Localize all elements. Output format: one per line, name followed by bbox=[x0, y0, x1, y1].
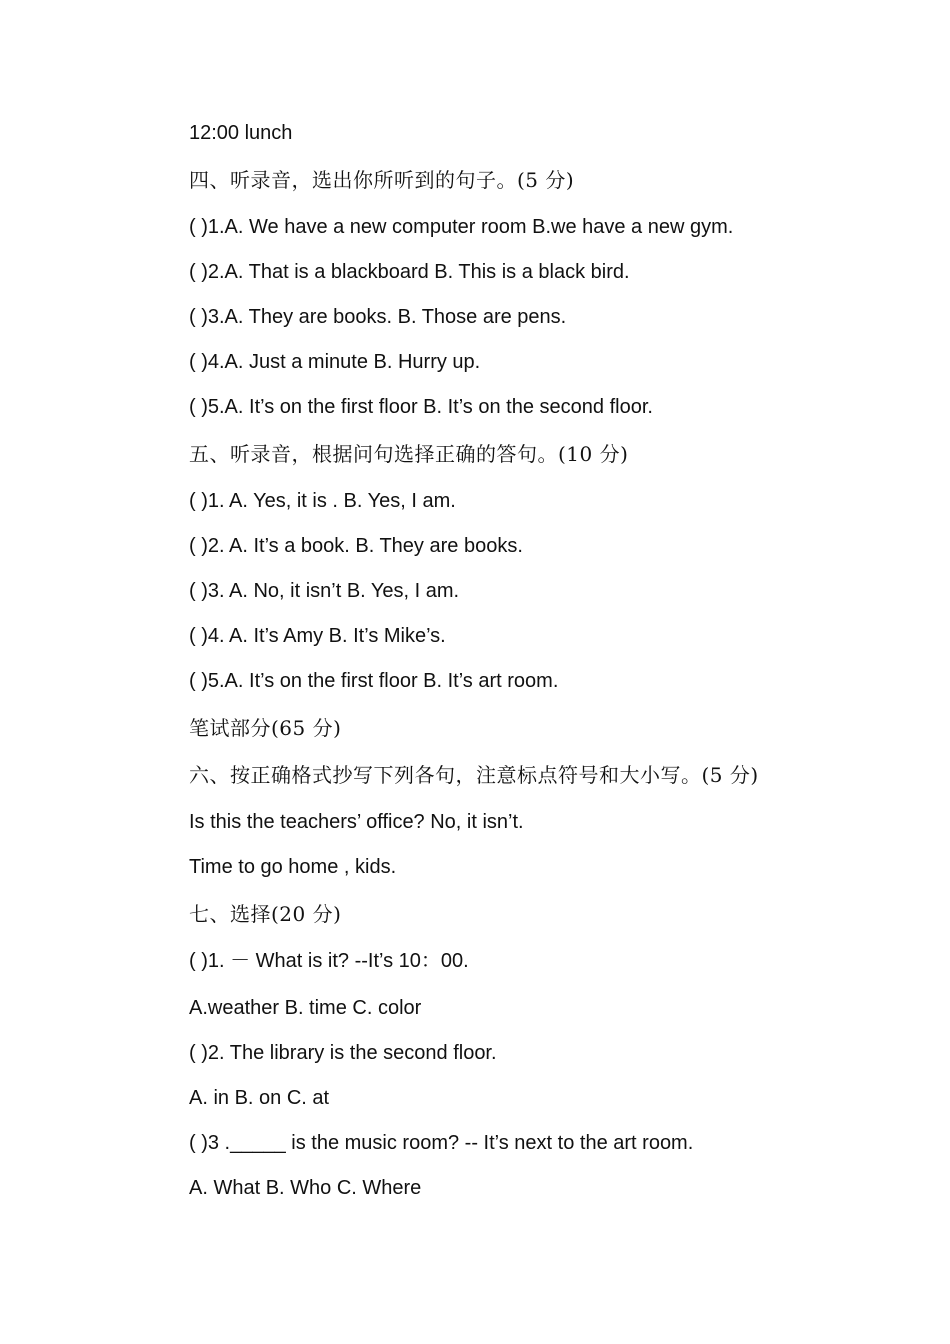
answer-options: A. in B. on C. at bbox=[189, 1087, 330, 1109]
question-line: ( )2. The library is the second floor. bbox=[189, 1042, 497, 1064]
document-page bbox=[189, 119, 889, 1203]
section-heading-5: 五、听录音，根据问句选择正确的答句。(10 分) bbox=[189, 442, 629, 466]
text-line-lunch: 12:00 lunch bbox=[189, 122, 293, 144]
section-heading-7: 七、选择(20 分) bbox=[189, 902, 342, 926]
question-line: ( )2.A. That is a blackboard B. This is a black bird. bbox=[189, 261, 630, 283]
question-line: ( )1. A. Yes, it is . B. Yes, I am. bbox=[189, 490, 456, 512]
section-heading-6: 六、按正确格式抄写下列各句，注意标点符号和大小写。(5 分) bbox=[189, 763, 759, 787]
question-line: ( )5.A. It’s on the first floor B. It’s on the second floor. bbox=[189, 396, 653, 418]
answer-options: A.weather B. time C. color bbox=[189, 997, 422, 1019]
question-line: ( )3.A. They are books. B. Those are pens. bbox=[189, 306, 567, 328]
question-line: ( )2. A. It’s a book. B. They are books. bbox=[189, 535, 523, 557]
section-heading-written: 笔试部分(65 分) bbox=[189, 716, 342, 740]
question-line: ( )4. A. It’s Amy B. It’s Mike’s. bbox=[189, 625, 446, 647]
question-line: ( )1.A. We have a new computer room B.we have a new gym. bbox=[189, 216, 734, 238]
question-line: ( )3 ._____ is the music room? -- It’s next to the art room. bbox=[189, 1132, 694, 1154]
question-line: ( )3. A. No, it isn’t B. Yes, I am. bbox=[189, 580, 460, 602]
copy-sentence: Time to go home , kids. bbox=[189, 856, 397, 878]
question-line: ( )5.A. It’s on the first floor B. It’s art room. bbox=[189, 670, 559, 692]
question-line: ( )1. － What is it? --It’s 10：00. bbox=[189, 950, 469, 972]
answer-options: A. What B. Who C. Where bbox=[189, 1177, 422, 1199]
question-line: ( )4.A. Just a minute B. Hurry up. bbox=[189, 351, 481, 373]
section-heading-4: 四、听录音，选出你所听到的句子。(5 分) bbox=[189, 168, 575, 192]
copy-sentence: Is this the teachers’ office? No, it isn’t. bbox=[189, 811, 524, 833]
